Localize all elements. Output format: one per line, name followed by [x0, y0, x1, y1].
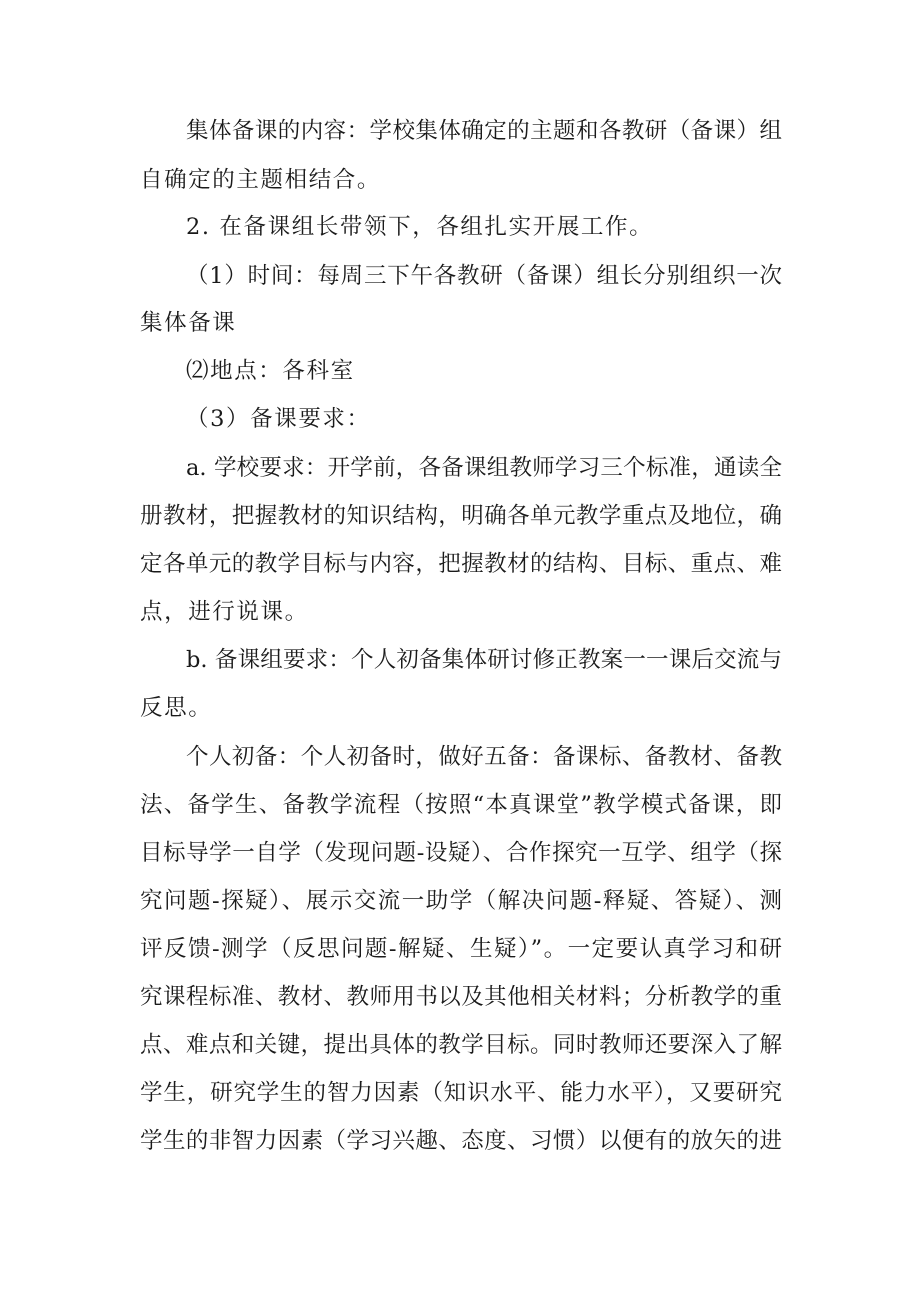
paragraph-line: （1）时间：每周三下午各教研（备课）组长分别组织一次: [186, 263, 782, 289]
paragraph-line: 学生，研究学生的智力因素（知识水平、能力水平），又要研究: [140, 1080, 782, 1106]
paragraph-line: 集体备课: [140, 310, 237, 336]
paragraph-line: 点、难点和关键，提出具体的教学目标。同时教师还要深入了解: [140, 1032, 782, 1058]
paragraph-line: 点，进行说课。: [140, 599, 309, 625]
paragraph-line: 集体备课的内容：学校集体确定的主题和各教研（备课）组: [186, 118, 782, 144]
paragraph-line: ⑵地点：各科室: [186, 358, 355, 384]
paragraph-line: b. 备课组要求：个人初备集体研讨修正教案一一课后交流与: [186, 647, 782, 673]
paragraph-line: a. 学校要求：开学前，各备课组教师学习三个标准，通读全: [186, 455, 782, 481]
paragraph-line: 册教材，把握教材的知识结构，明确各单元教学重点及地位，确: [140, 503, 782, 529]
paragraph-line: 2. 在备课组长带领下，各组扎实开展工作。: [186, 214, 654, 240]
paragraph-line: 评反馈-测学（反思问题-解疑、生疑）”。一定要认真学习和研: [140, 936, 782, 962]
paragraph-line: （3）备课要求：: [186, 406, 371, 432]
paragraph-line: 反思。: [140, 695, 213, 721]
paragraph-line: 定各单元的教学目标与内容，把握教材的结构、目标、重点、难: [140, 551, 782, 577]
paragraph-line: 自确定的主题相结合。: [140, 167, 382, 193]
paragraph-line: 目标导学一自学（发现问题-设疑）、合作探究一互学、组学（探: [140, 840, 782, 866]
paragraph-line: 个人初备：个人初备时，做好五备：备课标、备教材、备教: [186, 744, 782, 770]
paragraph-line: 究课程标准、教材、教师用书以及其他相关材料；分析教学的重: [140, 984, 782, 1010]
paragraph-line: 法、备学生、备教学流程（按照“本真课堂”教学模式备课，即: [140, 792, 782, 818]
paragraph-line: 究问题-探疑）、展示交流一助学（解决问题-释疑、答疑）、测: [140, 888, 782, 914]
paragraph-line: 学生的非智力因素（学习兴趣、态度、习惯）以便有的放矢的进: [140, 1128, 782, 1154]
